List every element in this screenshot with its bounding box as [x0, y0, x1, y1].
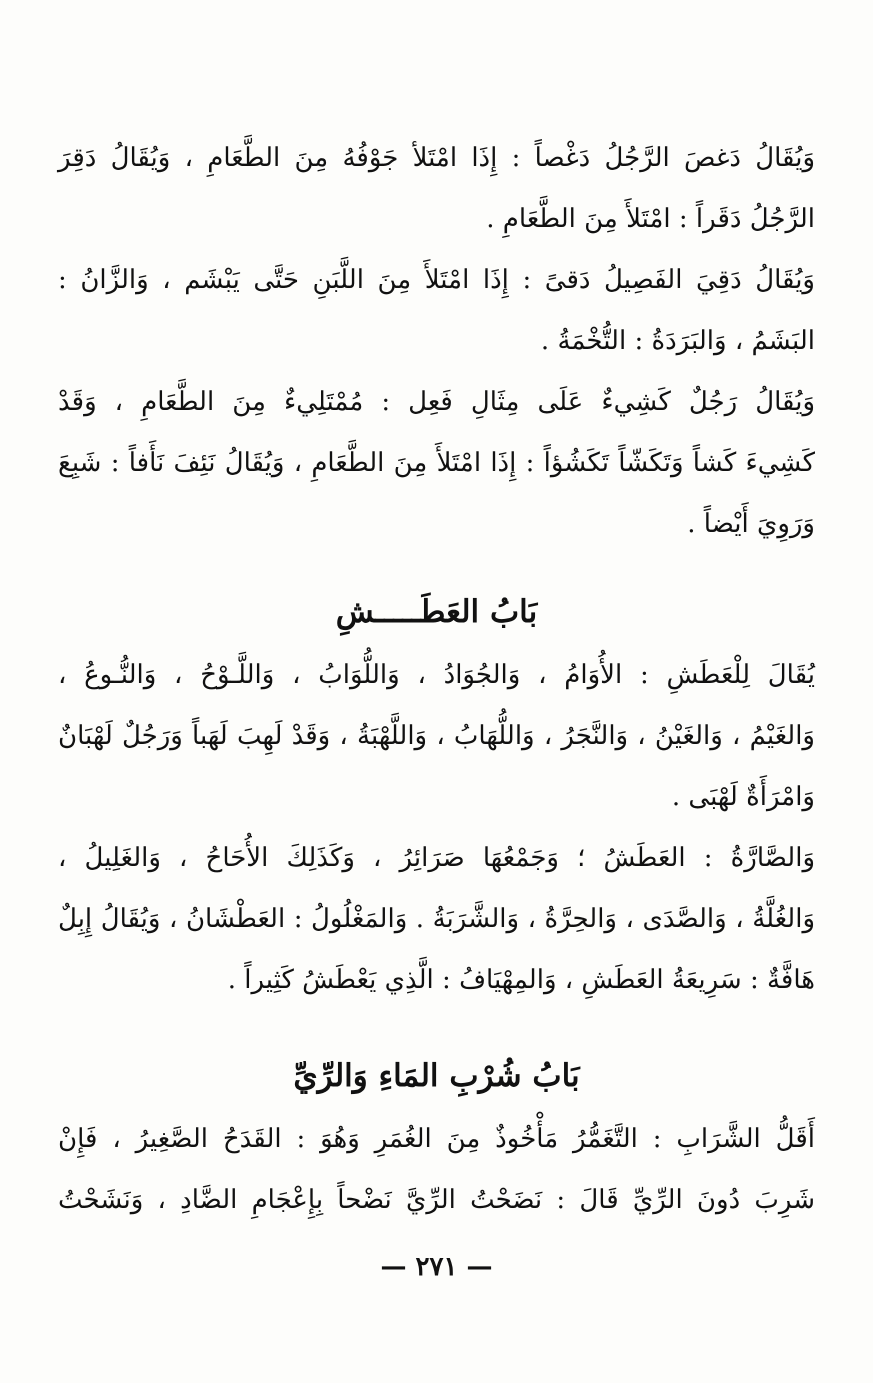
section-heading-drinking: بَابُ شُرْبِ المَاءِ وَالرِّيِّ [293, 1058, 580, 1094]
text-line: وَالغَيْمُ ، وَالغَيْنُ ، وَالنَّجَرُ ، وَاللُّهَابُ ، وَاللَّهْبَةُ ، وَقَدْ لَهِبَ لَهَباً وَرَجُلٌ لَهْبَانٌ [58, 721, 815, 751]
paragraph [58, 1109, 815, 1231]
section-drinking-body [58, 1109, 815, 1231]
section-heading-thirst: بَابُ العَطَـــــشِ [335, 594, 538, 630]
text-line: يُقَالَ لِلْعَطَشِ : الأُوَامُ ، وَالجُوَادُ ، وَاللُّوَابُ ، وَاللَّـوْحُ ، وَالنُّـوعُ ، [58, 660, 815, 690]
intro-text-block [58, 128, 815, 555]
page-number: — ٢٧١ — [380, 1252, 493, 1282]
paragraph [58, 372, 815, 555]
text-line: وَيُقَالُ دَغصَ الرَّجُلُ دَغْصاً : إِذَا امْتَلأ جَوْفُهُ مِنَ الطَّعَامِ ، وَيُقَالُ دَقِرَ [58, 143, 815, 173]
text-line: وَالصَّارَّةُ : العَطَشُ ؛ وَجَمْعُهَا صَرَائِرُ ، وَكَذَلِكَ الأُحَاحُ ، وَالغَلِيلُ ، [58, 843, 815, 873]
text-line: وَرَوِيَ أَيْضاً . [687, 509, 815, 539]
text-line: الرَّجُلُ دَقَراً : امْتَلأَ مِنَ الطَّعَامِ . [486, 204, 815, 234]
text-line: شَرِبَ دُونَ الرِّيِّ قَالَ : نَضَحْتُ الرِّيَّ نَضْحاً بِإِعْجَامِ الضَّادِ ، وَنَشَحْتُ [58, 1185, 815, 1215]
paragraph [58, 645, 815, 828]
text-line: وَالغُلَّةُ ، وَالصَّدَى ، وَالحِرَّةُ ، وَالشَّرَبَةُ . وَالمَغْلُولُ : العَطْشَانُ ، وَيُقَالُ إِبِلٌ [58, 904, 815, 934]
text-line: أَقَلُّ الشَّرَابِ : التَّغَمُّرُ مَأْخُوذٌ مِنَ الغُمَرِ وَهُوَ : القَدَحُ الصَّغِيرُ ، فَإِنْ [58, 1124, 815, 1154]
text-line: وَيُقَالُ رَجُلٌ كَشِيءٌ عَلَى مِثَالِ فَعِل : مُمْتَلِيءٌ مِنَ الطَّعَامِ ، وَقَدْ [58, 387, 815, 417]
text-line: كَشِيءَ كَشاً وَتَكَشّاً تَكَشُؤاً : إِذَا امْتَلأَ مِنَ الطَّعَامِ ، وَيُقَالُ نَئِفَ نَأَفاً : شَبِعَ [58, 448, 815, 478]
text-line: هَافَّةٌ : سَرِيعَةُ العَطَشِ ، وَالمِهْيَافُ : الَّذِي يَعْطَشُ كَثِيراً . [227, 965, 815, 995]
paragraph [58, 250, 815, 372]
section-thirst-body [58, 645, 815, 1011]
text-line: وَامْرَأَةٌ لَهْبَى . [671, 782, 815, 812]
text-line: وَيُقَالُ دَقِيَ الفَصِيلُ دَقىً : إِذَا امْتَلأَ مِنَ اللَّبَنِ حَتَّى يَبْشَم ، وَالزَّانُ : [58, 265, 815, 295]
paragraph [58, 828, 815, 1011]
text-line: البَشَمُ ، وَالبَرَدَةُ : التُّخْمَةُ . [540, 326, 815, 356]
paragraph [58, 128, 815, 250]
